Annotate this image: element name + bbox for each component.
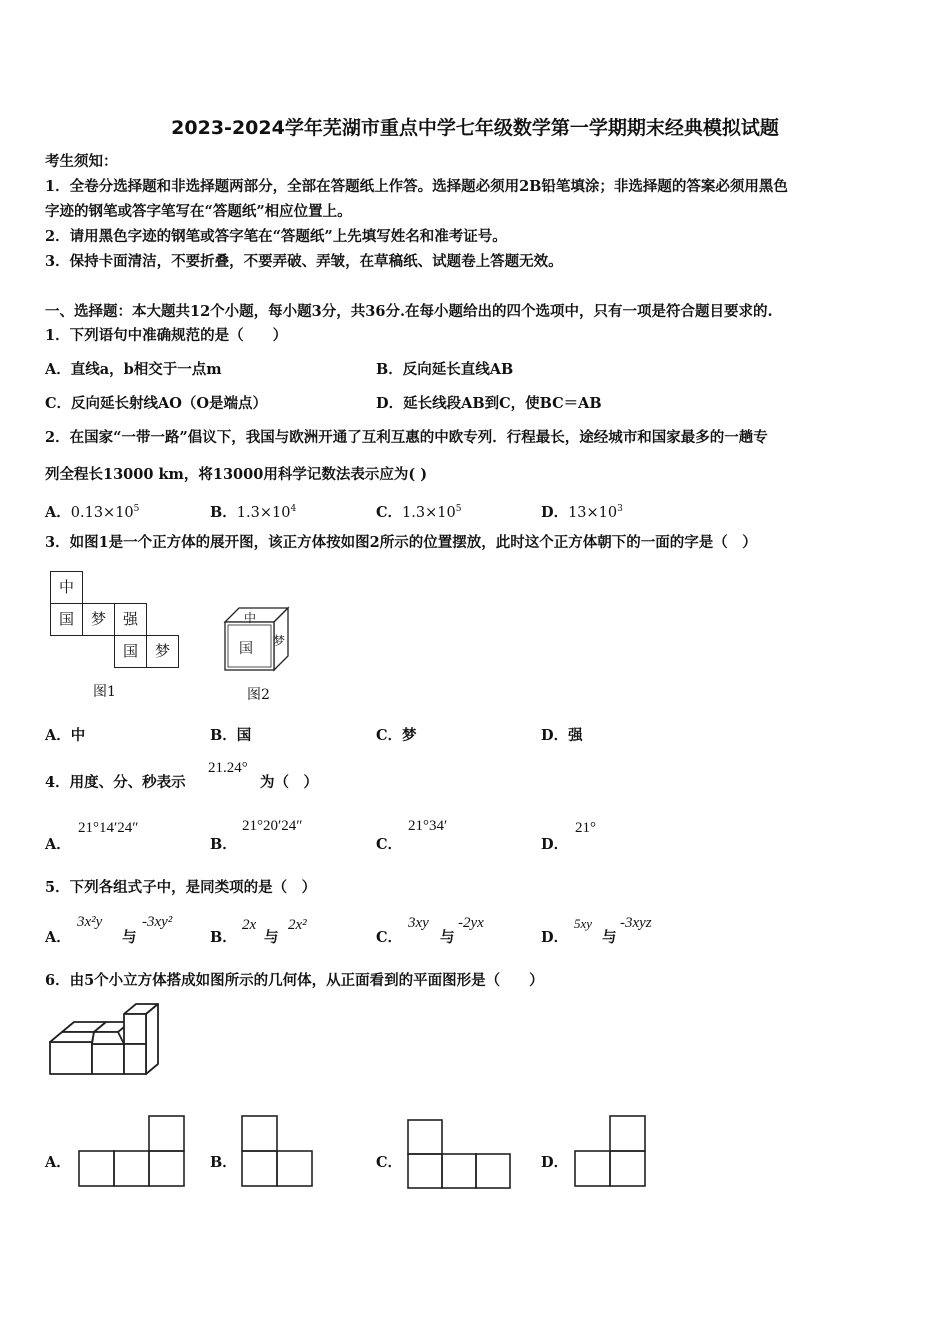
q1-option-c: C．反向延长射线AO（O是端点）	[45, 395, 268, 412]
cube-top-face: 中	[244, 611, 257, 625]
q4-option-d: 21°	[575, 820, 596, 836]
q6-option-c-figure	[407, 1118, 513, 1190]
notice-line-2: 2．请用黑色字迹的钢笔或答字笔在“答题纸”上先填写姓名和准考证号。	[45, 228, 507, 245]
q5-option-b-term-1: 2x	[242, 917, 257, 933]
q5-option-c-label: C．	[376, 929, 403, 946]
q6-option-b-label: B．	[210, 1154, 237, 1171]
q3-option-a: A．中	[45, 727, 86, 744]
q4-option-a-label: A．	[45, 836, 71, 853]
cube-front-face: 国	[239, 641, 253, 657]
q4-option-c: 21°34′	[408, 818, 448, 834]
q5-option-a-term-2: -3xy²	[142, 914, 173, 930]
q2-option-c: C．$1.3\times 10^5$	[376, 503, 462, 521]
q5-option-a-label: A．	[45, 929, 71, 946]
q3-stem: 3．如图1是一个正方体的展开图，该正方体按如图2所示的位置摆放，此时这个正方体朝下的一面的字是（ ）	[45, 534, 757, 551]
net-cell: 强	[114, 603, 147, 636]
q2-stem-2: 列全程长13000 km，将13000用科学记数法表示应为( )	[45, 466, 428, 483]
q2-option-a: A．$0.13\times 10^5$	[45, 503, 140, 521]
q5-stem: 5．下列各组式子中，是同类项的是（ ）	[45, 879, 317, 896]
solid-figure	[46, 1002, 162, 1078]
q1-stem: 1．下列语句中准确规范的是（ ）	[45, 327, 288, 344]
q5-option-d-term-1: 5xy	[574, 916, 593, 931]
net-cell: 国	[114, 635, 147, 668]
q1-option-b: B．反向延长直线AB	[376, 361, 514, 378]
notice-heading: 考生须知：	[45, 153, 118, 170]
q5-option-b-term-2: 2x²	[288, 917, 307, 933]
net-cell: 中	[50, 571, 83, 604]
figure-2-caption: 图2	[247, 687, 270, 703]
q5-yu: 与	[602, 929, 617, 946]
q6-stem: 6．由5个小立方体搭成如图所示的几何体，从正面看到的平面图形是（ ）	[45, 972, 544, 989]
q5-option-b-label: B．	[210, 929, 237, 946]
q5-yu: 与	[264, 929, 279, 946]
q6-option-a-label: A．	[45, 1154, 71, 1171]
q4-option-c-label: C．	[376, 836, 403, 853]
net-cell: 国	[50, 603, 83, 636]
q4-option-d-label: D．	[541, 836, 569, 853]
q4-stem-post: 为（ ）	[260, 774, 318, 791]
notice-line-1b: 字迹的钢笔或答字笔写在“答题纸”相应位置上。	[45, 203, 352, 220]
q4-value: 21.24°	[208, 760, 248, 776]
q4-option-b: 21°20′24″	[242, 818, 303, 834]
q5-option-c-term-2: -2yx	[458, 915, 484, 931]
q5-yu: 与	[440, 929, 455, 946]
q5-option-d-label: D．	[541, 929, 569, 946]
notice-line-3: 3．保持卡面清洁，不要折叠，不要弄破、弄皱，在草稿纸、试题卷上答题无效。	[45, 253, 563, 270]
q1-option-a: A．直线a，b相交于一点m	[45, 361, 222, 378]
q5-option-d-term-2: -3xyz	[620, 915, 652, 931]
q3-option-d: D．强	[541, 727, 583, 744]
q1-option-d: D．延长线段AB到C，使BC＝AB	[376, 395, 602, 412]
page-title: 2023-2024学年芜湖市重点中学七年级数学第一学期期末经典模拟试题	[171, 117, 779, 139]
notice-line-1: 1．全卷分选择题和非选择题两部分，全部在答题纸上作答。选择题必须用2B铅笔填涂；非选择题的答案必须用黑色	[45, 178, 788, 195]
q6-option-c-label: C．	[376, 1154, 403, 1171]
q5-option-c-term-1: 3xy	[408, 915, 429, 931]
q2-option-b: B．$1.3\times 10^4$	[210, 503, 297, 521]
net-cell: 梦	[82, 603, 115, 636]
q5-yu: 与	[122, 929, 137, 946]
q6-option-a-figure	[78, 1113, 188, 1189]
cube-side-face: 梦	[273, 634, 286, 648]
figure-1-caption: 图1	[93, 684, 116, 700]
q5-option-a-term-1: 3x²y	[77, 914, 103, 930]
q4-stem-pre: 4．用度、分、秒表示	[45, 774, 186, 791]
q6-option-d-figure	[574, 1113, 650, 1189]
q6-option-d-label: D．	[541, 1154, 569, 1171]
q4-option-b-label: B．	[210, 836, 237, 853]
q3-option-c: C．梦	[376, 727, 417, 744]
q2-option-d: D．$13\times 10^3$	[541, 503, 623, 521]
section-heading: 一、选择题：本大题共12个小题，每小题3分，共36分.在每小题给出的四个选项中，只有一项是符合题目要求的.	[45, 303, 773, 320]
q2-stem-1: 2．在国家“一带一路”倡议下，我国与欧洲开通了互利互惠的中欧专列．行程最长，途经城市和国家最多的一趟专	[45, 429, 768, 446]
q3-option-b: B．国	[210, 727, 252, 744]
net-cell: 梦	[146, 635, 179, 668]
q6-option-b-figure	[241, 1113, 317, 1189]
q4-option-a: 21°14′24″	[78, 820, 139, 836]
